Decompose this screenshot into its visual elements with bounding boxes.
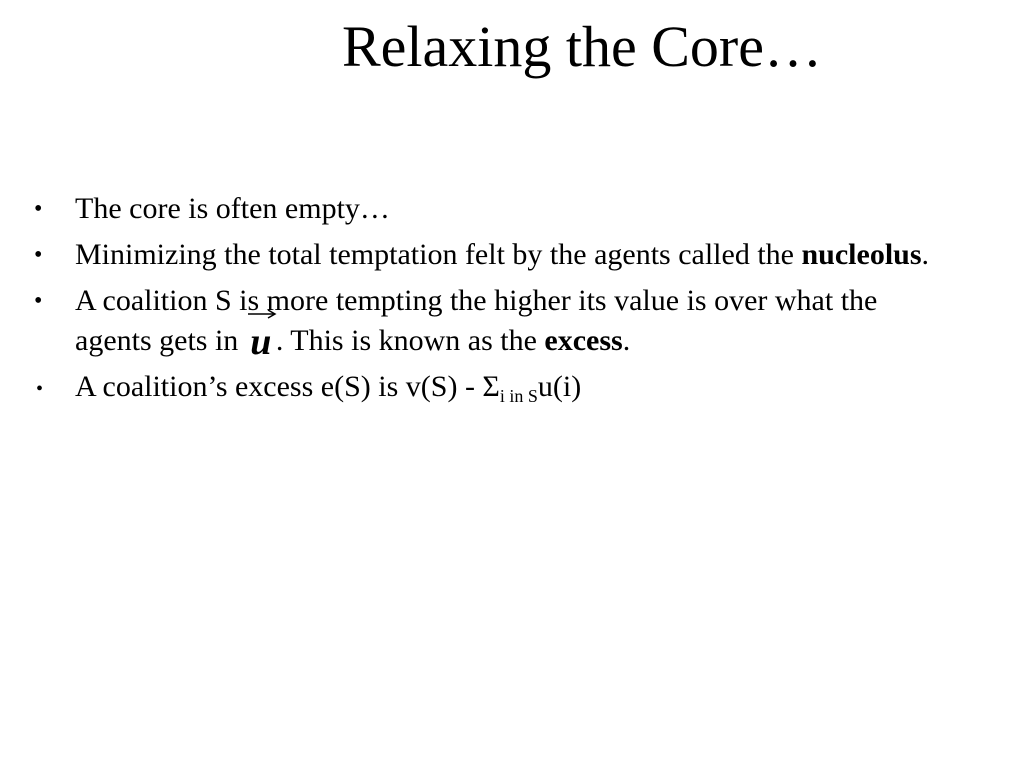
bullet-text: A coalition S is more tempting the higher its value is over what the agents gets in [75, 284, 878, 357]
vector-arrow-icon [246, 309, 278, 319]
bullet-text-end: u(i) [537, 370, 582, 403]
bullet-text: The core is often empty… [75, 192, 390, 225]
bullet-text-end: . [622, 324, 631, 357]
vector-u-symbol [246, 321, 276, 363]
vector-letter: u [250, 321, 272, 363]
bullet-bold-term: nucleolus [801, 238, 922, 271]
bullet-text-end: . [921, 238, 930, 271]
bullet-text: A coalition’s excess e(S) is v(S) - Σ [75, 370, 500, 403]
bullet-item-4 [0, 367, 955, 407]
bullet-list [0, 189, 1000, 413]
bullet-item-3 [0, 281, 955, 361]
bullet-dot-icon: • [34, 288, 43, 314]
bullet-text: Minimizing the total temptation felt by the agents called the [75, 238, 802, 271]
title-area [0, 0, 1024, 100]
bullet-item-1 [0, 189, 955, 229]
bullet-dot-icon: • [34, 242, 43, 268]
bullet-dot-icon: • [34, 196, 43, 222]
bullet-text-mid: . This is known as the [275, 324, 545, 357]
sum-subscript: i in S [499, 386, 538, 406]
bullet-bold-term: excess [544, 324, 623, 357]
bullet-item-2 [0, 235, 955, 275]
bullet-dot-icon: • [36, 378, 44, 400]
slide-title: Relaxing the Core… [341, 14, 822, 79]
